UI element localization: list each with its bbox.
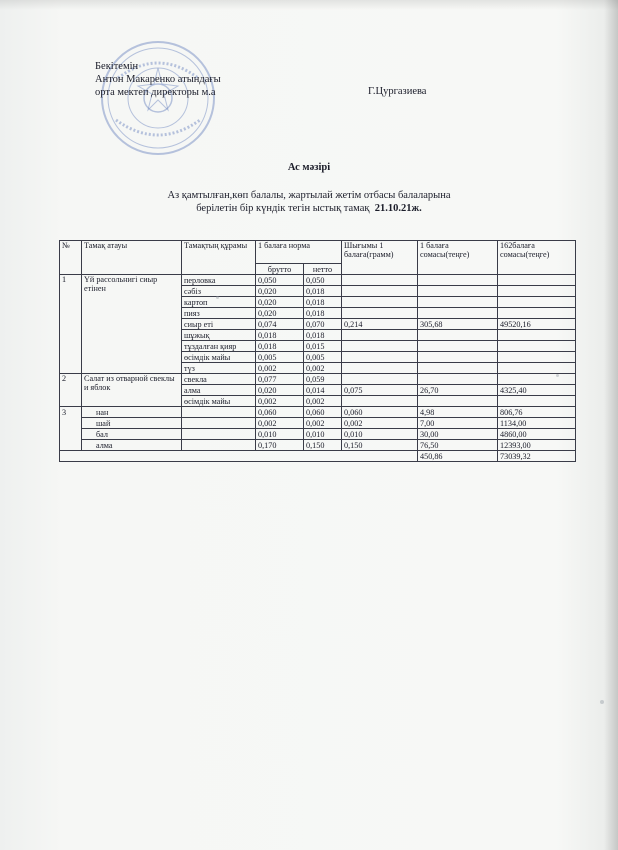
cell-brutto: 0,170 [256, 440, 304, 451]
cell-cost-one [418, 341, 498, 352]
cell-cost-total: 12393,00 [498, 440, 576, 451]
cell-consumption [342, 286, 418, 297]
cell-composition [182, 429, 256, 440]
cell-consumption: 0,060 [342, 407, 418, 418]
document-subtitle [0, 189, 618, 215]
menu-date: 21.10.21ж. [374, 203, 422, 214]
cell-cost-total [498, 286, 576, 297]
header-composition: Тамақтың құрамы [182, 241, 256, 275]
cell-composition [182, 407, 256, 418]
cell-consumption [342, 275, 418, 286]
cell-brutto: 0,005 [256, 352, 304, 363]
cell-consumption [342, 297, 418, 308]
dish-name: нан [82, 407, 182, 418]
cell-consumption: 0,214 [342, 319, 418, 330]
cell-cost-one: 4,98 [418, 407, 498, 418]
cell-ingredient: картоп [182, 297, 256, 308]
cell-consumption [342, 341, 418, 352]
table-row [60, 440, 576, 451]
table-row [60, 407, 576, 418]
dish-num: 1 [60, 275, 82, 374]
approver-school: Антон Макаренко атындағы [95, 74, 221, 85]
cell-composition [182, 418, 256, 429]
dish-name: бал [82, 429, 182, 440]
cell-brutto: 0,020 [256, 385, 304, 396]
cell-cost-total [498, 341, 576, 352]
cell-consumption: 0,002 [342, 418, 418, 429]
cell-consumption: 0,010 [342, 429, 418, 440]
cell-cost-total [498, 275, 576, 286]
cell-netto: 0,050 [304, 275, 342, 286]
cell-netto: 0,150 [304, 440, 342, 451]
cell-ingredient: шұжық [182, 330, 256, 341]
cell-netto: 0,014 [304, 385, 342, 396]
total-row [60, 451, 576, 462]
cell-ingredient: өсімдік майы [182, 396, 256, 407]
cell-netto: 0,002 [304, 396, 342, 407]
cell-netto: 0,005 [304, 352, 342, 363]
subtitle-line1: Аз қамтылған,көп балалы, жартылай жетім отбасы балаларына [167, 190, 451, 201]
approver-position: орта мектеп директоры м.а [95, 87, 216, 98]
cell-cost-total: 4325,40 [498, 385, 576, 396]
cell-cost-one [418, 352, 498, 363]
cell-cost-total [498, 396, 576, 407]
cell-netto: 0,018 [304, 330, 342, 341]
menu-table [59, 240, 576, 462]
table-header-row [60, 241, 576, 264]
cell-brutto: 0,077 [256, 374, 304, 385]
header-num: № [60, 241, 82, 275]
cell-ingredient: алма [182, 385, 256, 396]
header-brutto: брутто [256, 264, 304, 275]
cell-brutto: 0,020 [256, 297, 304, 308]
cell-cost-one: 7,00 [418, 418, 498, 429]
cell-ingredient: пияз [182, 308, 256, 319]
subtitle-line2 [0, 202, 618, 215]
cell-netto: 0,010 [304, 429, 342, 440]
cell-ingredient: сәбіз [182, 286, 256, 297]
dish-num: 2 [60, 374, 82, 407]
dish-num [60, 418, 82, 429]
cell-cost-one [418, 275, 498, 286]
total-cost-total: 73039,32 [498, 451, 576, 462]
cell-consumption [342, 374, 418, 385]
cell-cost-one [418, 374, 498, 385]
header-consumption: Шығымы 1 балаға(грамм) [342, 241, 418, 275]
cell-cost-one [418, 297, 498, 308]
cell-cost-total: 49520,16 [498, 319, 576, 330]
cell-cost-total [498, 363, 576, 374]
cell-brutto: 0,060 [256, 407, 304, 418]
subtitle-line2-text: берілетін бір күндік тегін ыстық тамақ [196, 203, 370, 214]
dish-num: 3 [60, 407, 82, 418]
header-dish: Тамақ атауы [82, 241, 182, 275]
cell-cost-one [418, 330, 498, 341]
dish-name: шай [82, 418, 182, 429]
header-norm: 1 балаға норма [256, 241, 342, 264]
cell-netto: 0,002 [304, 418, 342, 429]
header-cost-total: 162балаға сомасы(теңге) [498, 241, 576, 275]
table-row [60, 374, 576, 385]
cell-consumption [342, 363, 418, 374]
cell-brutto: 0,020 [256, 308, 304, 319]
cell-netto: 0,059 [304, 374, 342, 385]
cell-brutto: 0,050 [256, 275, 304, 286]
cell-brutto: 0,018 [256, 330, 304, 341]
dish-name: алма [82, 440, 182, 451]
approval-block [95, 60, 221, 99]
approve-label: Бекітемін [95, 61, 139, 72]
cell-cost-one [418, 363, 498, 374]
cell-netto: 0,018 [304, 308, 342, 319]
cell-netto: 0,018 [304, 297, 342, 308]
cell-cost-one: 305,68 [418, 319, 498, 330]
cell-brutto: 0,010 [256, 429, 304, 440]
cell-ingredient: тұздалған қияр [182, 341, 256, 352]
table-row [60, 418, 576, 429]
cell-cost-total: 1134,00 [498, 418, 576, 429]
dish-num [60, 429, 82, 440]
cell-cost-one [418, 308, 498, 319]
cell-consumption [342, 330, 418, 341]
signer-name: Г.Цургазиева [368, 86, 427, 97]
cell-brutto: 0,002 [256, 418, 304, 429]
document-title: Ас мәзірі [287, 162, 331, 173]
cell-cost-one: 76,50 [418, 440, 498, 451]
cell-brutto: 0,002 [256, 363, 304, 374]
cell-cost-total [498, 297, 576, 308]
cell-cost-one [418, 396, 498, 407]
cell-consumption: 0,150 [342, 440, 418, 451]
cell-cost-one [418, 286, 498, 297]
cell-brutto: 0,020 [256, 286, 304, 297]
cell-netto: 0,060 [304, 407, 342, 418]
cell-ingredient: өсімдік майы [182, 352, 256, 363]
table-row [60, 429, 576, 440]
table-row [60, 275, 576, 286]
header-cost-one: 1 балаға сомасы(теңге) [418, 241, 498, 275]
cell-cost-total [498, 330, 576, 341]
cell-brutto: 0,074 [256, 319, 304, 330]
cell-composition [182, 440, 256, 451]
cell-brutto: 0,018 [256, 341, 304, 352]
cell-brutto: 0,002 [256, 396, 304, 407]
menu-table-body [60, 241, 576, 462]
cell-cost-one: 30,00 [418, 429, 498, 440]
cell-consumption [342, 396, 418, 407]
cell-netto: 0,002 [304, 363, 342, 374]
dish-name: Үй рассольнигі сиыр етінен [82, 275, 182, 374]
cell-cost-total [498, 308, 576, 319]
cell-consumption: 0,075 [342, 385, 418, 396]
dish-name: Салат из отварной свеклы и яблок [82, 374, 182, 407]
cell-ingredient: свекла [182, 374, 256, 385]
cell-netto: 0,070 [304, 319, 342, 330]
cell-ingredient: перловка [182, 275, 256, 286]
cell-netto: 0,015 [304, 341, 342, 352]
cell-cost-total: 806,76 [498, 407, 576, 418]
cell-consumption [342, 352, 418, 363]
cell-consumption [342, 308, 418, 319]
cell-cost-total [498, 374, 576, 385]
total-label-cell [60, 451, 418, 462]
cell-ingredient: түз [182, 363, 256, 374]
total-cost-one: 450,86 [418, 451, 498, 462]
cell-cost-one: 26,70 [418, 385, 498, 396]
cell-cost-total: 4860,00 [498, 429, 576, 440]
cell-ingredient: сиыр еті [182, 319, 256, 330]
cell-cost-total [498, 352, 576, 363]
header-netto: нетто [304, 264, 342, 275]
dish-num [60, 440, 82, 451]
cell-netto: 0,018 [304, 286, 342, 297]
